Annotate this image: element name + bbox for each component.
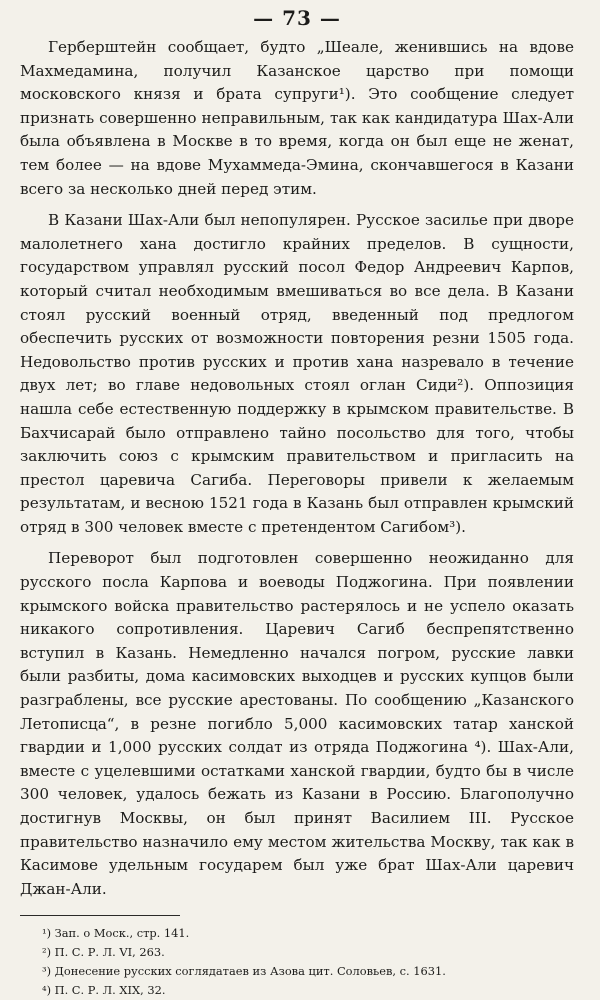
footnote: ²) П. С. Р. Л. VI, 263.: [42, 945, 165, 960]
paragraph: Герберштейн сообщает, будто „Шеале, женившись на вдове Махмедамина, получил Казанское царство при помощи московского князя и брата супруги¹). Это сообщение следует признать совершенно неправильным, так как кандидатура Шах-Али была объявлена в Москве в то время, когда он был еще не женат, тем более — на вдове Мухаммеда-Эмина, скончавшегося в Казани всего за несколько дней перед этим.: [20, 38, 574, 198]
footnote: ⁴) П. С. Р. Л. XIX, 32.: [42, 983, 166, 998]
paragraph: Переворот был подготовлен совершенно неожиданно для русского посла Карпова и воеводы Поджогина. При появлении крымского войска правительство растерялось и не успело оказать никакого сопротивления. Царевич Сагиб беспрепятственно вступил в Казань. Немедленно начался погром, русские лавки были разбиты, дома касимовских выходцев и русских купцов были разграблены, все русские арестованы. По сообщению „Казанского Летописца“, в резне погибло 5,000 касимовских татар ханской гвардии и 1,000 русских солдат из отряда Поджогина ⁴). Шах-Али, вместе с уцелевшими остатками ханской гвардии, будто бы в числе 300 человек, удалось бежать из Казани в Россию. Благополучно достигнув Москвы, он был принят Василием III. Русское правительство назначило ему местом жительства Москву, так как в Касимове удельным государем был уже брат Шах-Али царевич Джан-Али.: [20, 549, 574, 898]
footnote: ¹) Зап. о Моск., стр. 141.: [42, 926, 190, 941]
body-text: [20, 36, 574, 901]
paragraph: В Казани Шах-Али был непопулярен. Русское засилье при дворе малолетнего хана достигло крайних пределов. В сущности, государством управлял русский посол Федор Андреевич Карпов, который считал необходимым вмешиваться во все дела. В Казани стоял русский военный отряд, введенный под предлогом обеспечить русских от возможности повторения резни 1505 года. Недовольство против русских и против хана назревало в течение двух лет; во главе недовольных стоял оглан Сиди²). Оппозиция нашла себе естественную поддержку в крымском правительстве. В Бахчисарай было отправлено тайно посольство для того, чтобы заключить союз с крымским правительством и пригласить на престол царевича Сагиба. Переговоры привели к желаемым результатам, и весною 1521 года в Казань был отправлен крымский отряд в 300 человек вместе с претендентом Сагибом³).: [20, 211, 574, 536]
footnote-divider: [20, 915, 180, 916]
footnotes: [20, 924, 574, 1000]
page-number: — 73 —: [253, 6, 341, 30]
footnote: ³) Донесение русских соглядатаев из Азова цит. Соловьев, с. 1631.: [42, 964, 446, 979]
